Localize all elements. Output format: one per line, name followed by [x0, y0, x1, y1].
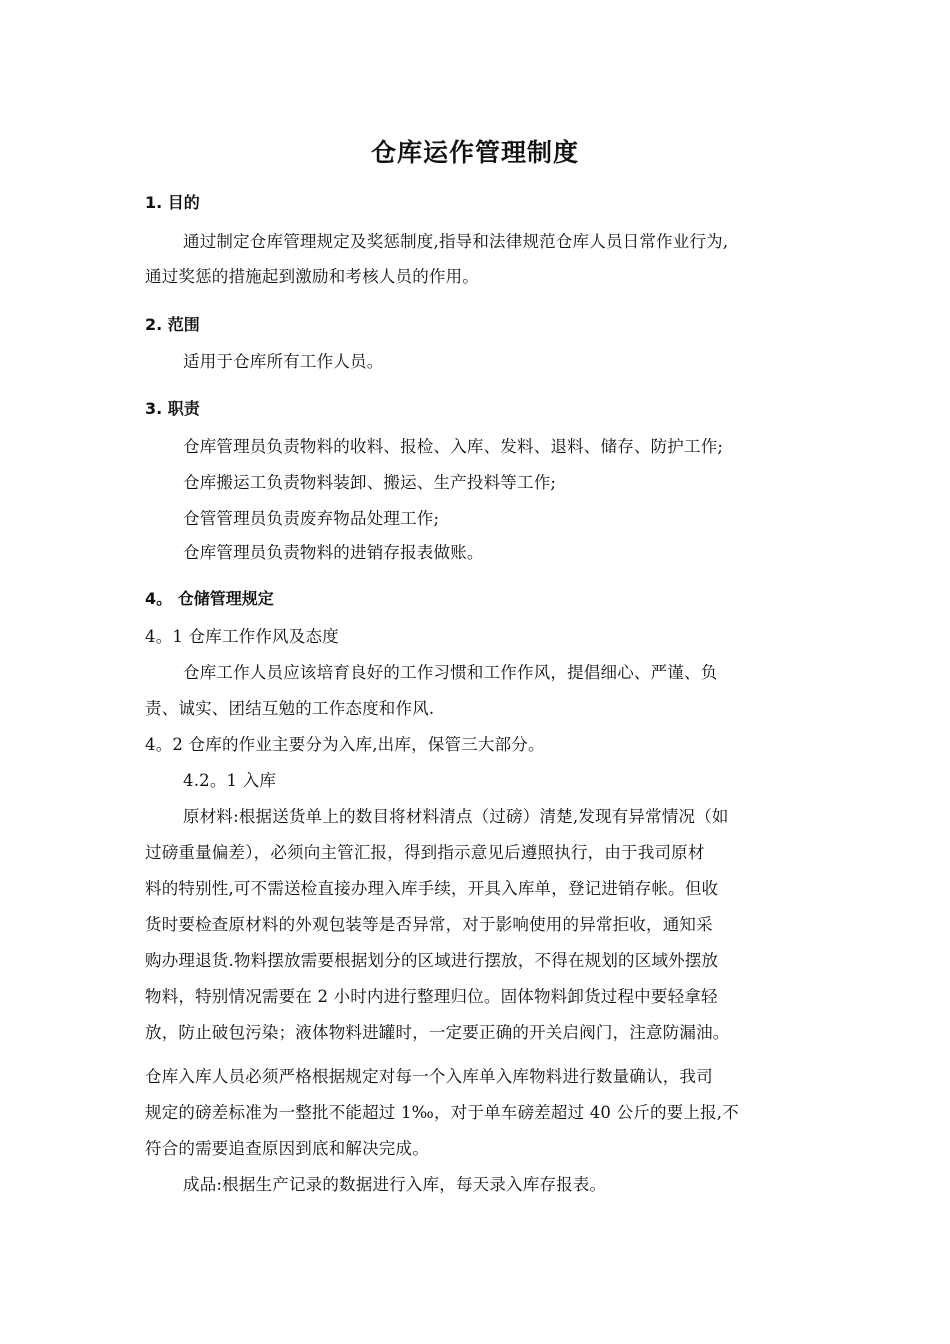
paragraph-line: 货时要检查原材料的外观包装等是否异常，对于影响使用的异常拒收，通知采 [145, 915, 713, 934]
section-4-1-line: 责、诚实、团结互勉的工作态度和作风. [145, 699, 435, 718]
paragraph-line: 放，防止破包污染；液体物料进罐时，一定要正确的开关启阀门，注意防漏油。 [145, 1023, 730, 1042]
section-2-heading: 2. 范围 [145, 315, 200, 334]
section-1-line: 通过奖惩的措施起到激励和考核人员的作用。 [145, 267, 479, 286]
paragraph-line: 符合的需要追查原因到底和解决完成。 [145, 1139, 429, 1158]
paragraph-line: 成品:根据生产记录的数据进行入库，每天录入库存报表。 [183, 1175, 607, 1194]
paragraph-line: 物料，特别情况需要在 2 小时内进行整理归位。固体物料卸货过程中要轻拿轻 [145, 987, 718, 1006]
section-3-heading: 3. 职责 [145, 399, 200, 418]
section-1-heading: 1. 目的 [145, 193, 200, 212]
section-3-line: 仓库管理员负责物料的进销存报表做账。 [183, 543, 484, 562]
section-3-line: 仓库管理员负责物料的收料、报检、入库、发料、退料、储存、防护工作; [183, 437, 724, 456]
section-4-1-line: 仓库工作人员应该培育良好的工作习惯和工作作风，提倡细心、严谨、负 [183, 663, 718, 682]
section-2-line: 适用于仓库所有工作人员。 [183, 352, 384, 371]
paragraph-line: 过磅重量偏差），必须向主管汇报，得到指示意见后遵照执行，由于我司原材 [145, 843, 705, 862]
paragraph-line: 原材料:根据送货单上的数目将材料清点（过磅）清楚,发现有异常情况（如 [183, 807, 729, 826]
document-title: 仓库运作管理制度 [370, 138, 579, 167]
section-4-2-heading: 4。2 仓库的作业主要分为入库,出库，保管三大部分。 [145, 735, 545, 754]
section-4-heading: 4。 仓储管理规定 [145, 589, 274, 608]
paragraph-line: 料的特别性,可不需送检直接办理入库手续，开具入库单，登记进销存帐。但收 [145, 879, 719, 898]
paragraph-line: 购办理退货.物料摆放需要根据划分的区域进行摆放，不得在规划的区域外摆放 [145, 951, 719, 970]
section-3-line: 仓库搬运工负责物料装卸、搬运、生产投料等工作; [183, 473, 557, 492]
section-4-1-heading: 4。1 仓库工作作风及态度 [145, 627, 339, 646]
section-4-2-1-heading: 4.2。1 入库 [183, 771, 277, 790]
section-1-line: 通过制定仓库管理规定及奖惩制度,指导和法律规范仓库人员日常作业行为, [183, 232, 729, 251]
paragraph-line: 规定的磅差标准为一整批不能超过 1‰，对于单车磅差超过 40 公斤的要上报,不 [145, 1103, 739, 1122]
section-3-line: 仓管管理员负责废弃物品处理工作; [183, 509, 440, 528]
paragraph-line: 仓库入库人员必须严格根据规定对每一个入库单入库物料进行数量确认，我司 [145, 1067, 713, 1086]
